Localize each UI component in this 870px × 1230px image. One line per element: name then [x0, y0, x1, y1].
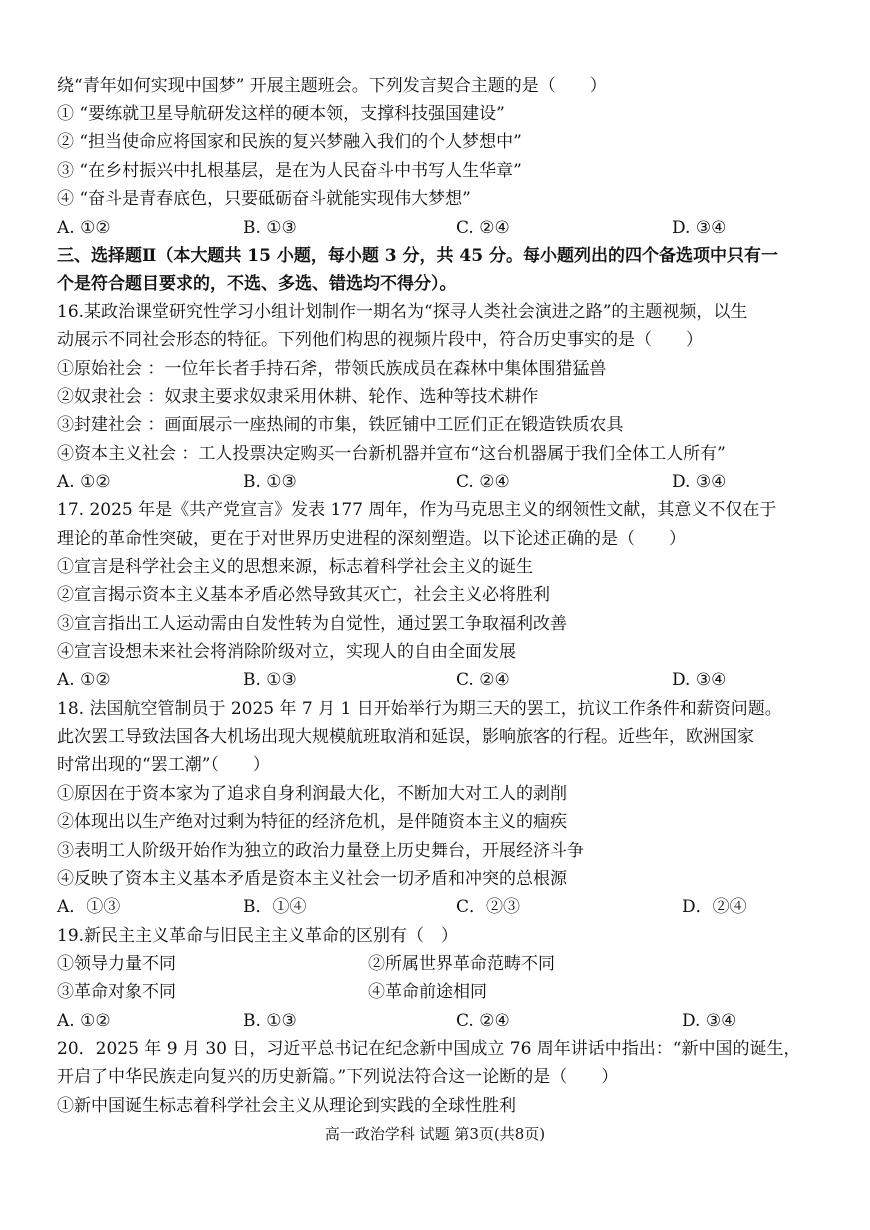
option-c: C. ②④ — [456, 472, 510, 492]
question-stem-line: 20．2025 年 9 月 30 日，习近平总书记在纪念新中国成立 76 周年讲话中指出：“新中国的诞生， — [57, 1039, 801, 1059]
option-b: B. ①③ — [243, 670, 297, 690]
question-stem-line: 16.某政治课堂研究性学习小组计划制作一期名为“探寻人类社会演进之路”的主题视频，以生 — [57, 302, 748, 322]
statement-item: ③革命对象不同 — [57, 982, 176, 1002]
statement-item: ①宣言是科学社会主义的思想来源，标志着科学社会主义的诞生 — [57, 557, 533, 577]
question-stem-line: 此次罢工导致法国各大机场出现大规模航班取消和延误，影响旅客的行程。近些年，欧洲国家 — [57, 727, 754, 747]
statement-item: ①原因在于资本家为了追求自身利润最大化，不断加大对工人的剥削 — [57, 784, 567, 804]
option-b: B. ①③ — [243, 472, 297, 492]
option-d: D．②④ — [682, 897, 747, 917]
statement-item: ③ “在乡村振兴中扎根基层，是在为人民奋斗中书写人生华章” — [57, 161, 522, 181]
statement-item: ②所属世界革命范畴不同 — [368, 954, 555, 974]
statement-item: ② “担当使命应将国家和民族的复兴梦融入我们的个人梦想中” — [57, 132, 522, 152]
option-a: A. ①② — [57, 670, 111, 690]
statement-item: ③表明工人阶级开始作为独立的政治力量登上历史舞台，开展经济斗争 — [57, 841, 584, 861]
statement-item: ④革命前途相同 — [368, 982, 487, 1002]
statement-item: ②宣言揭示资本主义基本矛盾必然导致其灭亡，社会主义必将胜利 — [57, 585, 550, 605]
option-b: B. ①③ — [243, 218, 297, 238]
statement-item: ④ “奋斗是青春底色，只要砥砺奋斗就能实现伟大梦想” — [57, 189, 471, 209]
statement-item: ③宣言指出工人运动需由自发性转为自觉性，通过罢工争取福利改善 — [57, 614, 567, 634]
section-heading: 三、选择题Ⅱ（本大题共 15 小题，每小题 3 分，共 45 分。每小题列出的四个备选项中只有一 — [57, 246, 778, 266]
option-a: A. ①② — [57, 1011, 111, 1031]
statement-item: ①领导力量不同 — [57, 954, 176, 974]
option-b: B. ①③ — [243, 1011, 297, 1031]
statement-item: ①新中国诞生标志着科学社会主义从理论到实践的全球性胜利 — [57, 1096, 516, 1116]
statement-item: ②奴隶社会 ：奴隶主要求奴隶采用休耕、轮作、选种等技术耕作 — [57, 387, 539, 407]
page-footer: 高一政治学科 试题 第3页(共8页) — [324, 1125, 546, 1143]
question-stem-line: 时常出现的“罢工潮”（ ） — [57, 755, 270, 775]
option-c: C．②③ — [456, 897, 521, 917]
option-a: A．①③ — [57, 897, 121, 917]
option-c: C. ②④ — [456, 1011, 510, 1031]
option-c: C. ②④ — [456, 670, 510, 690]
statement-item: ④反映了资本主义基本矛盾是资本主义社会一切矛盾和冲突的总根源 — [57, 869, 567, 889]
option-d: D. ③④ — [682, 1011, 737, 1031]
statement-item: ④宣言设想未来社会将消除阶级对立，实现人的自由全面发展 — [57, 642, 516, 662]
statement-item: ④资本主义社会 ：工人投票决定购买一台新机器并宣布“这台机器属于我们全体工人所有” — [57, 444, 726, 464]
statement-item: ① “要练就卫星导航研发这样的硬本领，支撑科技强国建设” — [57, 104, 505, 124]
option-d: D. ③④ — [672, 218, 727, 238]
statement-item: ①原始社会 ：一位年长者手持石斧，带领氏族成员在森林中集体围猎猛兽 — [57, 359, 607, 379]
question-stem-line: 理论的革命性突破，更在于对世界历史进程的深刻塑造。以下论述正确的是（ ） — [57, 529, 686, 549]
option-b: B．①④ — [243, 897, 307, 917]
section-heading: 个是符合题目要求的，不选、多选、错选均不得分）。 — [57, 274, 457, 294]
option-d: D. ③④ — [672, 670, 727, 690]
option-c: C. ②④ — [456, 218, 510, 238]
question-stem-line: 动展示不同社会形态的特征。下列他们构思的视频片段中，符合历史事实的是（ ） — [57, 330, 703, 350]
question-stem-line: 18. 法国航空管制员于 2025 年 7 月 1 日开始举行为期三天的罢工，抗议工作条件和薪资问题。 — [57, 699, 782, 719]
statement-item: ③封建社会 ：画面展示一座热闹的市集，铁匠铺中工匠们正在锻造铁质农具 — [57, 415, 624, 435]
option-d: D. ③④ — [672, 472, 727, 492]
option-a: A. ①② — [57, 218, 111, 238]
question-stem-line: 绕“青年如何实现中国梦” 开展主题班会。下列发言契合主题的是（ ） — [57, 76, 607, 96]
statement-item: ②体现出以生产绝对过剩为特征的经济危机，是伴随资本主义的痼疾 — [57, 812, 567, 832]
question-stem-line: 17. 2025 年是《共产党宣言》发表 177 周年，作为马克思主义的纲领性文献，其意义不仅在于 — [57, 500, 777, 520]
option-a: A. ①② — [57, 472, 111, 492]
question-stem-line: 开启了中华民族走向复兴的历史新篇。”下列说法符合这一论断的是（ ） — [57, 1067, 619, 1087]
question-stem-line: 19.新民主主义革命与旧民主主义革命的区别有（ ） — [57, 926, 459, 946]
